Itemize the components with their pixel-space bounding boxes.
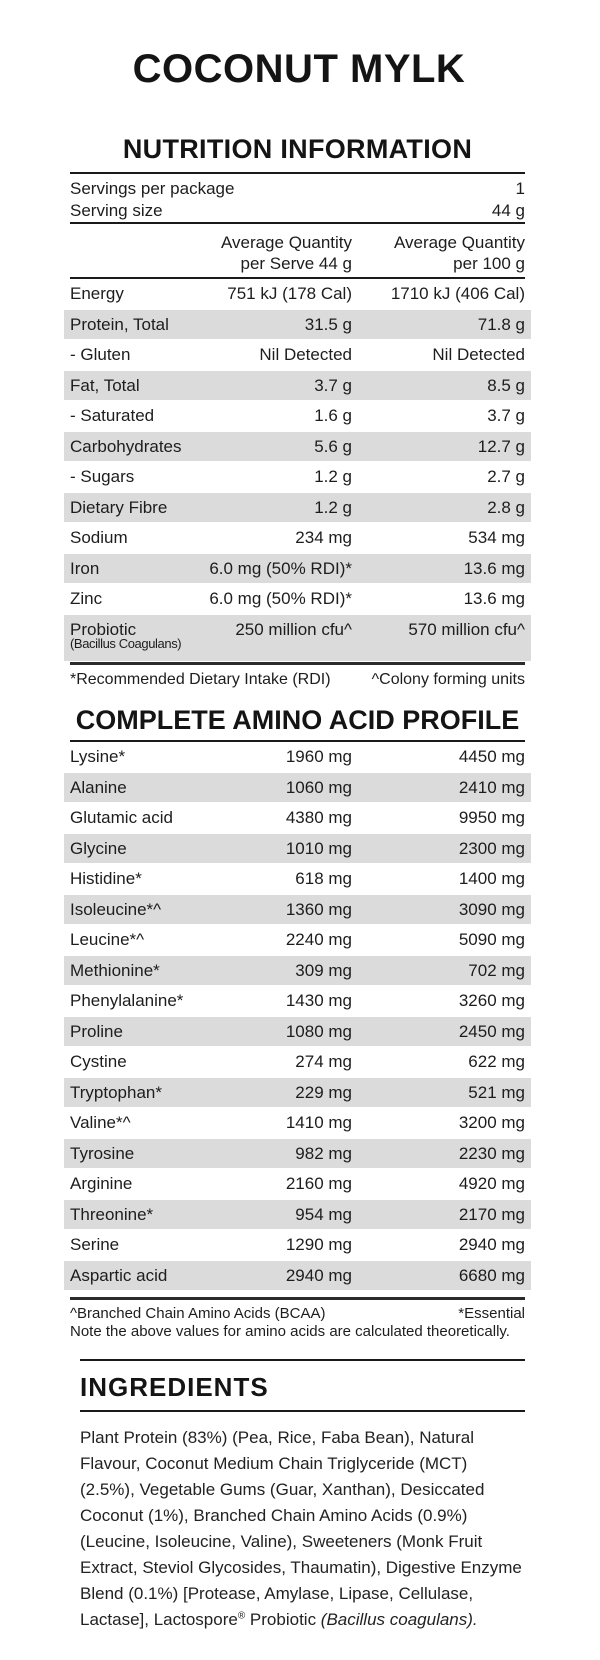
nutrient-name: Tyrosine: [70, 1144, 135, 1163]
amino-acid-row: [70, 864, 525, 893]
amino-acid-row: [70, 1169, 525, 1198]
value-per-serve: 1360 mg: [285, 900, 352, 919]
value-per-serve: 982 mg: [295, 1144, 352, 1163]
value-per-serve: 274 mg: [295, 1052, 352, 1071]
amino-acid-table: [70, 742, 525, 1291]
value-per-100g: 521 mg: [468, 1083, 525, 1102]
amino-acid-row: [70, 986, 525, 1015]
per-serve-column-header: Average Quantity per Serve 44 g: [220, 233, 352, 273]
value-per-100g: 13.6 mg: [463, 559, 525, 578]
nutrition-footnotes: [70, 671, 525, 689]
nutrient-name: Phenylalanine*: [70, 991, 184, 1010]
value-per-serve: Nil Detected: [259, 345, 352, 364]
nutrient-name: Leucine*^: [70, 930, 145, 949]
value-per-100g: 12.7 g: [477, 437, 525, 456]
nutrient-name: Sodium: [70, 528, 128, 547]
value-per-100g: 2170 mg: [458, 1205, 525, 1224]
amino-acid-row: [70, 925, 525, 954]
amino-acid-row: [70, 1108, 525, 1137]
nutrient-name: Valine*^: [70, 1113, 131, 1132]
ingredients-after-symbol: Probiotic: [245, 1610, 321, 1629]
nutrient-name: Serine: [70, 1235, 120, 1254]
value-per-100g: 2450 mg: [458, 1022, 525, 1041]
value-per-serve: 954 mg: [295, 1205, 352, 1224]
nutrient-name: Isoleucine*^: [70, 900, 162, 919]
nutrient-name: Glutamic acid: [70, 808, 173, 827]
nutrient-name: Tryptophan*: [70, 1083, 162, 1102]
value-per-100g: 702 mg: [468, 961, 525, 980]
value-per-serve: 4380 mg: [285, 808, 352, 827]
value-per-serve: 1.2 g: [314, 467, 352, 486]
value-per-100g: 3200 mg: [458, 1113, 525, 1132]
nutrient-row: [70, 279, 525, 308]
value-per-serve: 234 mg: [295, 528, 352, 547]
value-per-serve: 1290 mg: [285, 1235, 352, 1254]
value-per-serve: 309 mg: [295, 961, 352, 980]
bcaa-footnote: ^Branched Chain Amino Acids (BCAA): [70, 1305, 326, 1322]
value-per-serve: 2940 mg: [285, 1266, 352, 1285]
amino-acid-row: [64, 771, 531, 803]
value-per-100g: 5090 mg: [458, 930, 525, 949]
serving-info: [70, 174, 525, 222]
nutrient-name: Aspartic acid: [70, 1266, 168, 1285]
value-per-serve: 1410 mg: [285, 1113, 352, 1132]
amino-acid-row: [70, 1230, 525, 1259]
value-per-100g: 9950 mg: [458, 808, 525, 827]
nutrient-row: [64, 552, 531, 584]
divider: [80, 1410, 525, 1412]
nutrient-row: [70, 401, 525, 430]
amino-note: Note the above values for amino acids are calculated theoretically.: [70, 1323, 510, 1340]
value-per-100g: 2.7 g: [487, 467, 525, 486]
nutrient-row: [70, 462, 525, 491]
value-per-100g: 2300 mg: [458, 839, 525, 858]
cfu-footnote: ^Colony forming units: [371, 671, 525, 688]
ingredients-italic: (Bacillus coagulans).: [320, 1610, 478, 1629]
rdi-footnote: *Recommended Dietary Intake (RDI): [70, 671, 331, 688]
ingredients-main: Plant Protein (83%) (Pea, Rice, Faba Bean), Natural Flavour, Coconut Medium Chain Triglyceride (MCT) (2.5%), Vegetable Gums (Guar, Xanthan), Desiccated Coconut (1%), Branched Chain Amino Acids (0.9%) (Leucine, Isoleucine, Valine), Sweeteners (Monk Fruit Extract, Steviol Glycosides, Thaumatin), Digestive Enzyme Blend (0.1%) [Protease, Amylase, Lipase, Cellulase, Lactase], Lactospore: [80, 1428, 522, 1629]
nutrient-row: [70, 584, 525, 613]
amino-acid-panel: [70, 705, 525, 1341]
value-per-serve: 1010 mg: [285, 839, 352, 858]
value-per-100g: 71.8 g: [477, 315, 525, 334]
value-per-100g: 1400 mg: [458, 869, 525, 888]
value-per-100g: 13.6 mg: [463, 589, 525, 608]
value-per-serve: 5.6 g: [314, 437, 352, 456]
registered-trademark-symbol: ®: [237, 1610, 246, 1622]
value-per-serve: 3.7 g: [314, 376, 352, 395]
per-100g-column-header: Average Quantity per 100 g: [393, 233, 525, 273]
value-per-serve: 1080 mg: [285, 1022, 352, 1041]
value-per-100g: 534 mg: [468, 528, 525, 547]
nutrient-name: Arginine: [70, 1174, 133, 1193]
divider-thick: [70, 662, 525, 665]
nutrient-name: Histidine*: [70, 869, 142, 888]
servings-row: [70, 178, 525, 200]
value-per-serve: 1960 mg: [285, 747, 352, 766]
nutrient-name: Iron: [70, 559, 100, 578]
value-per-100g: Nil Detected: [432, 345, 525, 364]
amino-acid-row: [64, 954, 531, 986]
ingredients-panel: [80, 1359, 525, 1633]
value-per-100g: 6680 mg: [458, 1266, 525, 1285]
nutrient-row: [70, 523, 525, 552]
amino-acid-row: [64, 893, 531, 925]
amino-acid-row: [70, 803, 525, 832]
nutrient-name: Glycine: [70, 839, 127, 858]
value-per-serve: 751 kJ (178 Cal): [227, 284, 352, 303]
nutrient-subname: (Bacillus Coagulans): [70, 636, 182, 651]
nutrient-name: - Sugars: [70, 467, 135, 486]
nutrient-name: Carbohydrates: [70, 437, 182, 456]
value-per-serve: 2240 mg: [285, 930, 352, 949]
value-per-serve: 1.6 g: [314, 406, 352, 425]
value-per-100g: 4920 mg: [458, 1174, 525, 1193]
amino-footnotes: [70, 1305, 525, 1323]
nutrition-table: [70, 279, 525, 662]
nutrient-name: Zinc: [70, 589, 103, 608]
product-title: COCONUT MYLK: [132, 47, 466, 91]
value-per-100g: 3090 mg: [458, 900, 525, 919]
nutrient-row: [64, 613, 531, 662]
value-per-serve: 6.0 mg (50% RDI)*: [209, 559, 352, 578]
value-per-100g: 2410 mg: [458, 778, 525, 797]
column-headers: [70, 224, 525, 277]
nutrient-row: [64, 369, 531, 401]
value-per-serve: 229 mg: [295, 1083, 352, 1102]
value-per-100g: 3.7 g: [487, 406, 525, 425]
nutrient-name: Probiotic: [70, 620, 137, 639]
amino-acid-row: [64, 1198, 531, 1230]
value-per-100g: 2.8 g: [487, 498, 525, 517]
nutrient-name: Cystine: [70, 1052, 127, 1071]
essential-footnote: *Essential: [458, 1305, 525, 1322]
value-per-100g: 4450 mg: [458, 747, 525, 766]
amino-acid-row: [64, 832, 531, 864]
nutrient-row: [64, 491, 531, 523]
value-per-serve: 250 million cfu^: [235, 620, 352, 639]
nutrient-name: Alanine: [70, 778, 127, 797]
ingredients-heading: INGREDIENTS: [80, 1372, 269, 1402]
serving-size-value: 44 g: [491, 201, 525, 220]
value-per-serve: 1.2 g: [314, 498, 352, 517]
servings-value: 1: [515, 179, 525, 198]
value-per-serve: 6.0 mg (50% RDI)*: [209, 589, 352, 608]
value-per-serve: 31.5 g: [304, 315, 352, 334]
nutrition-heading: NUTRITION INFORMATION: [122, 134, 473, 164]
value-per-100g: 8.5 g: [487, 376, 525, 395]
nutrient-name: - Gluten: [70, 345, 131, 364]
divider: [80, 1359, 525, 1361]
nutrient-name: Energy: [70, 284, 124, 303]
divider-thick: [70, 1297, 525, 1300]
nutrient-name: - Saturated: [70, 406, 155, 425]
servings-label: Servings per package: [70, 179, 235, 198]
nutrition-panel: [70, 134, 525, 689]
nutrient-row: [70, 340, 525, 369]
ingredients-text: [80, 1425, 525, 1633]
value-per-100g: 3260 mg: [458, 991, 525, 1010]
amino-acid-row: [64, 1259, 531, 1291]
nutrient-row: [64, 430, 531, 462]
nutrient-name: Methionine*: [70, 961, 160, 980]
nutrient-name: Lysine*: [70, 747, 126, 766]
nutrient-name: Threonine*: [70, 1205, 154, 1224]
amino-acid-row: [64, 1137, 531, 1169]
amino-acid-row: [70, 1047, 525, 1076]
serving-size-row: [70, 200, 525, 222]
nutrient-name: Proline: [70, 1022, 123, 1041]
nutrient-name: Fat, Total: [70, 376, 140, 395]
amino-acid-row: [70, 742, 525, 771]
value-per-serve: 2160 mg: [285, 1174, 352, 1193]
serving-size-label: Serving size: [70, 201, 163, 220]
nutrient-name: Dietary Fibre: [70, 498, 168, 517]
value-per-100g: 1710 kJ (406 Cal): [390, 284, 525, 303]
value-per-serve: 618 mg: [295, 869, 352, 888]
value-per-100g: 2230 mg: [458, 1144, 525, 1163]
nutrient-row: [64, 308, 531, 340]
amino-acid-row: [64, 1076, 531, 1108]
value-per-100g: 2940 mg: [458, 1235, 525, 1254]
amino-acid-row: [64, 1015, 531, 1047]
value-per-100g: 622 mg: [468, 1052, 525, 1071]
amino-heading: COMPLETE AMINO ACID PROFILE: [75, 705, 520, 735]
value-per-serve: 1430 mg: [285, 991, 352, 1010]
nutrient-name: Protein, Total: [70, 315, 169, 334]
value-per-serve: 1060 mg: [285, 778, 352, 797]
value-per-100g: 570 million cfu^: [408, 620, 525, 639]
